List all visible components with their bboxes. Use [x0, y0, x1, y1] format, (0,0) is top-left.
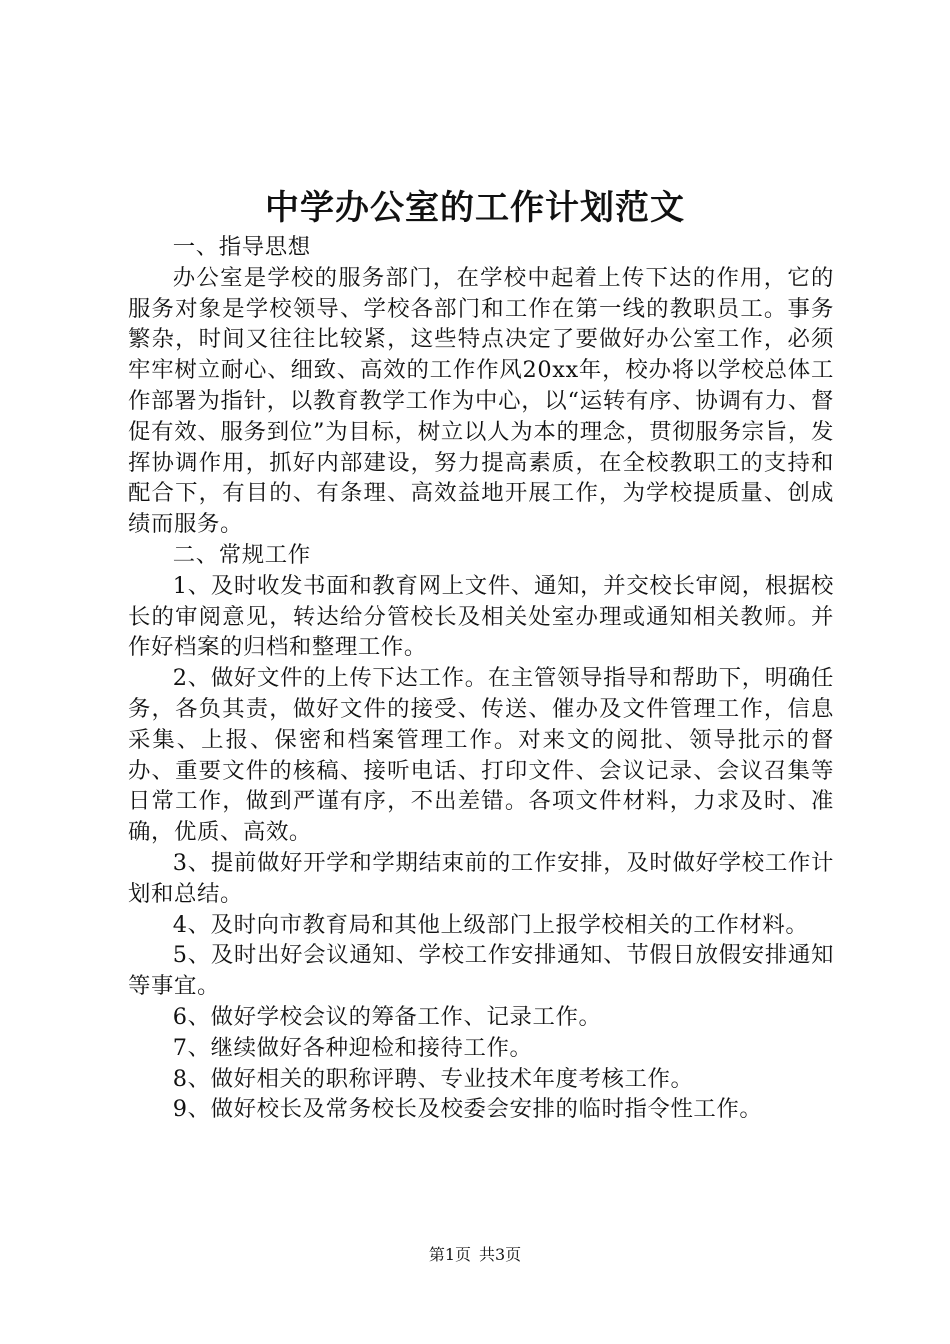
list-item-2: 2、做好文件的上传下达工作。在主管领导指导和帮助下，明确任务，各负其责，做好文件的接受、传送、催办及文件管理工作，信息采集、上报、保密和档案管理工作。对来文的阅批、领导批示的督办、重要文件的核稿、接听电话、打印文件、会议记录、会议召集等日常工作，做到严谨有序，不出差错。各项文件材料，力求及时、准确，优质、高效。 [128, 665, 834, 846]
list-item-3: 3、提前做好开学和学期结束前的工作安排，及时做好学校工作计划和总结。 [128, 849, 834, 907]
list-item-5: 5、及时出好会议通知、学校工作安排通知、节假日放假安排通知等事宜。 [128, 942, 834, 1000]
list-item-6: 6、做好学校会议的筹备工作、记录工作。 [172, 1003, 602, 1030]
section-heading-routine-work: 二、常规工作 [172, 541, 311, 568]
list-item-9: 9、做好校长及常务校长及校委会安排的临时指令性工作。 [172, 1096, 763, 1123]
list-item-1: 1、及时收发书面和教育网上文件、通知，并交校长审阅，根据校长的审阅意见，转达给分管校长及相关处室办理或通知相关教师。并作好档案的归档和整理工作。 [128, 572, 834, 661]
list-item-7: 7、继续做好各种迎检和接待工作。 [172, 1034, 533, 1061]
paragraph-office-role: 办公室是学校的服务部门，在学校中起着上传下达的作用，它的服务对象是学校领导、学校各部门和工作在第一线的教职员工。事务繁杂，时间又往往比较紧，这些特点决定了要做好办公室工作，必须牢牢树立耐心、细致、高效的工作作风20xx年，校办将以学校总体工作部署为指针，以教育教学工作为中心，以“运转有序、协调有力、督促有效、服务到位”为目标，树立以人为本的理念，贯彻服务宗旨，发挥协调作用，抓好内部建设，努力提高素质，在全校教职工的支持和配合下，有目的、有条理、高效益地开展工作，为学校提质量、创成绩而服务。 [128, 264, 834, 538]
list-item-8: 8、做好相关的职称评聘、专业技术年度考核工作。 [172, 1065, 694, 1092]
document-title: 中学办公室的工作计划范文 [265, 188, 685, 228]
page-number: 第1页 [428, 1245, 471, 1264]
section-heading-guiding-ideology: 一、指导思想 [172, 234, 311, 260]
list-item-4: 4、及时向市教育局和其他上级部门上报学校相关的工作材料。 [172, 911, 809, 938]
document-body [128, 232, 834, 1125]
page-footer [0, 1244, 950, 1266]
page-total: 共3页 [479, 1245, 522, 1264]
